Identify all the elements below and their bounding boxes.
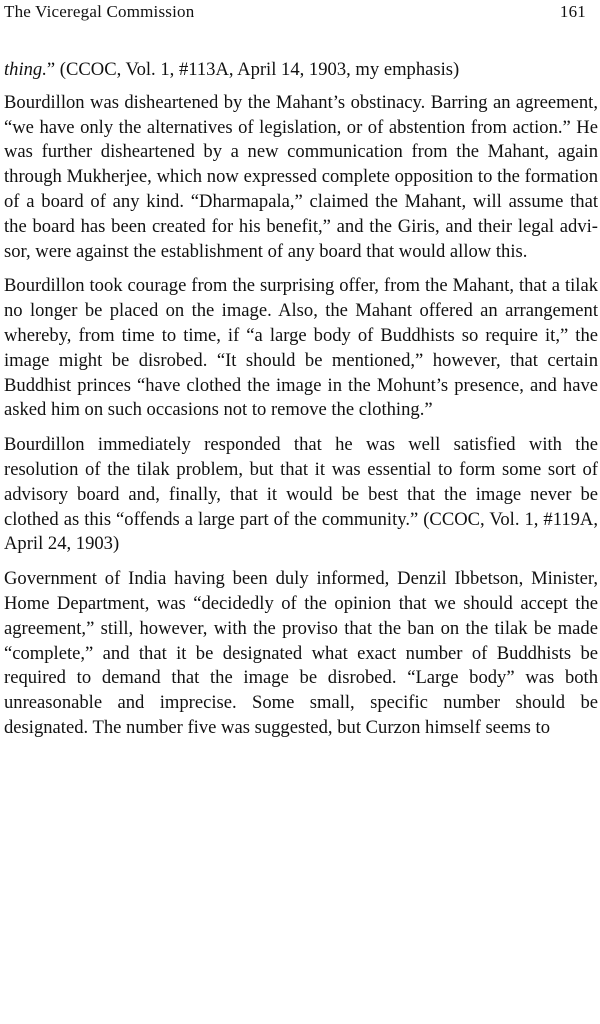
paragraph-continuation [4, 58, 598, 83]
page-number: 161 [559, 2, 586, 21]
paragraph: Bourdillon immediately responded that he was well satisfied with the resolution of the tilak problem, but that it was essential to form some sort of advisory board and, finally, that it would be best that the image never be clothed as this “offends a large part of the community.” (CCOC, Vol. 1, #119A, April 24, 1903) [4, 434, 598, 555]
body-text [4, 58, 598, 751]
running-title: The Viceregal Commission [4, 2, 195, 21]
paragraph: Bourdillon was disheartened by the Mahant’s obstinacy. Barring an agreement, “we have only the alternatives of legislation, or of abstention from action.” He was further disheartened by a new communication from the Mahant, again through Mukherjee, which now expressed complete opposition to the formation of a board of any kind. “Dharmapala,” claimed the Mahant, will assume that the board has been created for his benefit,” and the Giris, and their legal advisor, were against the establishment of any board that would allow this. [4, 91, 598, 262]
paragraph: Bourdillon took courage from the surprising offer, from the Mahant, that a tilak no longer be placed on the image. Also, the Mahant offered an arrangement whereby, from time to time, if “a large body of Buddhists so require it,” the image might be disrobed. “It should be mentioned,” however, that certain Buddhist princes “have clothed the image in the Mohunt’s presence, and have asked him on such occasions not to remove the clothing.” [4, 275, 598, 421]
running-head [4, 0, 586, 24]
italic-word: thing. [4, 59, 47, 80]
paragraph-text: ” (CCOC, Vol. 1, #113A, April 14, 1903, my emphasis) [46, 59, 460, 80]
paragraph: Government of India having been duly informed, Denzil Ibbetson, Minister, Home Department, was “decidedly of the opinion that we should accept the agreement,” still, however, with the proviso that the ban on the tilak be made “complete,” and that it be designated what exact number of Buddhists be required to demand that the image be disrobed. “Large body” was both unreasonable and imprecise. Some small, specific number should be designated. The number five was suggested, but Curzon himself seems to [4, 568, 598, 738]
